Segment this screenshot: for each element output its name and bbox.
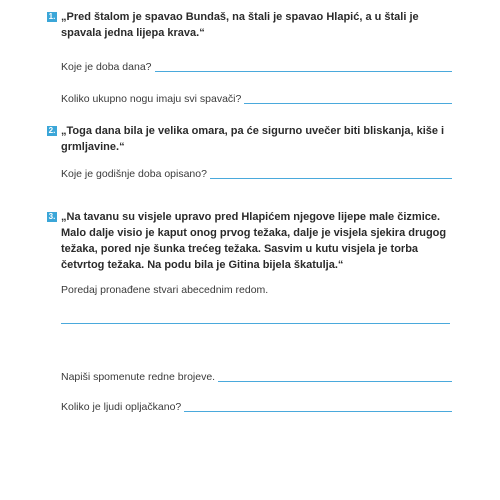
question-3a-label: Napiši spomenute redne brojeve. [61, 371, 216, 383]
exercise-3-instruction: Poredaj pronađene stvari abecednim redom. [61, 284, 269, 296]
question-1a-label: Koje je doba dana? [61, 61, 152, 73]
question-1a [61, 61, 452, 74]
answer-line-3-order[interactable] [61, 323, 450, 324]
question-3b [61, 401, 452, 414]
exercise-number-1: 1. [48, 12, 56, 21]
answer-line-1a[interactable] [155, 71, 453, 72]
answer-line-3a[interactable] [218, 381, 452, 382]
question-1b [61, 93, 452, 106]
question-2a [61, 168, 452, 181]
question-1b-label: Koliko ukupno nogu imaju svi spavači? [61, 93, 242, 105]
answer-line-1b[interactable] [244, 103, 452, 104]
answer-line-2a[interactable] [210, 178, 452, 179]
question-3a [61, 371, 452, 384]
exercise-2-quote: „Toga dana bila je velika omara, pa će sigurno uvečer biti bliskanja, kiše i grmljavine.“ [61, 125, 445, 153]
exercise-number-3: 3. [48, 212, 56, 221]
exercise-3-quote: „Na tavanu su visjele upravo pred Hlapićem njegove lijepe male čizmice. Malo dalje visio je kaput onog prvog težaka, dalje je visjela sjekira drugog težaka, pored nje šunka trećeg težaka. Sasvim u kutu visjela je torba četvrtog težaka. Na podu bila je Gitina bijela škatulja.“ [61, 211, 447, 271]
exercise-1-quote: „Pred štalom je spavao Bundaš, na štali je spavao Hlapić, a u štali je spavala jedna lijepa krava.“ [61, 11, 419, 39]
answer-line-3b[interactable] [184, 411, 452, 412]
question-2a-label: Koje je godišnje doba opisano? [61, 168, 207, 180]
exercise-number-2: 2. [48, 126, 56, 135]
question-3b-label: Koliko je ljudi opljačkano? [61, 401, 182, 413]
